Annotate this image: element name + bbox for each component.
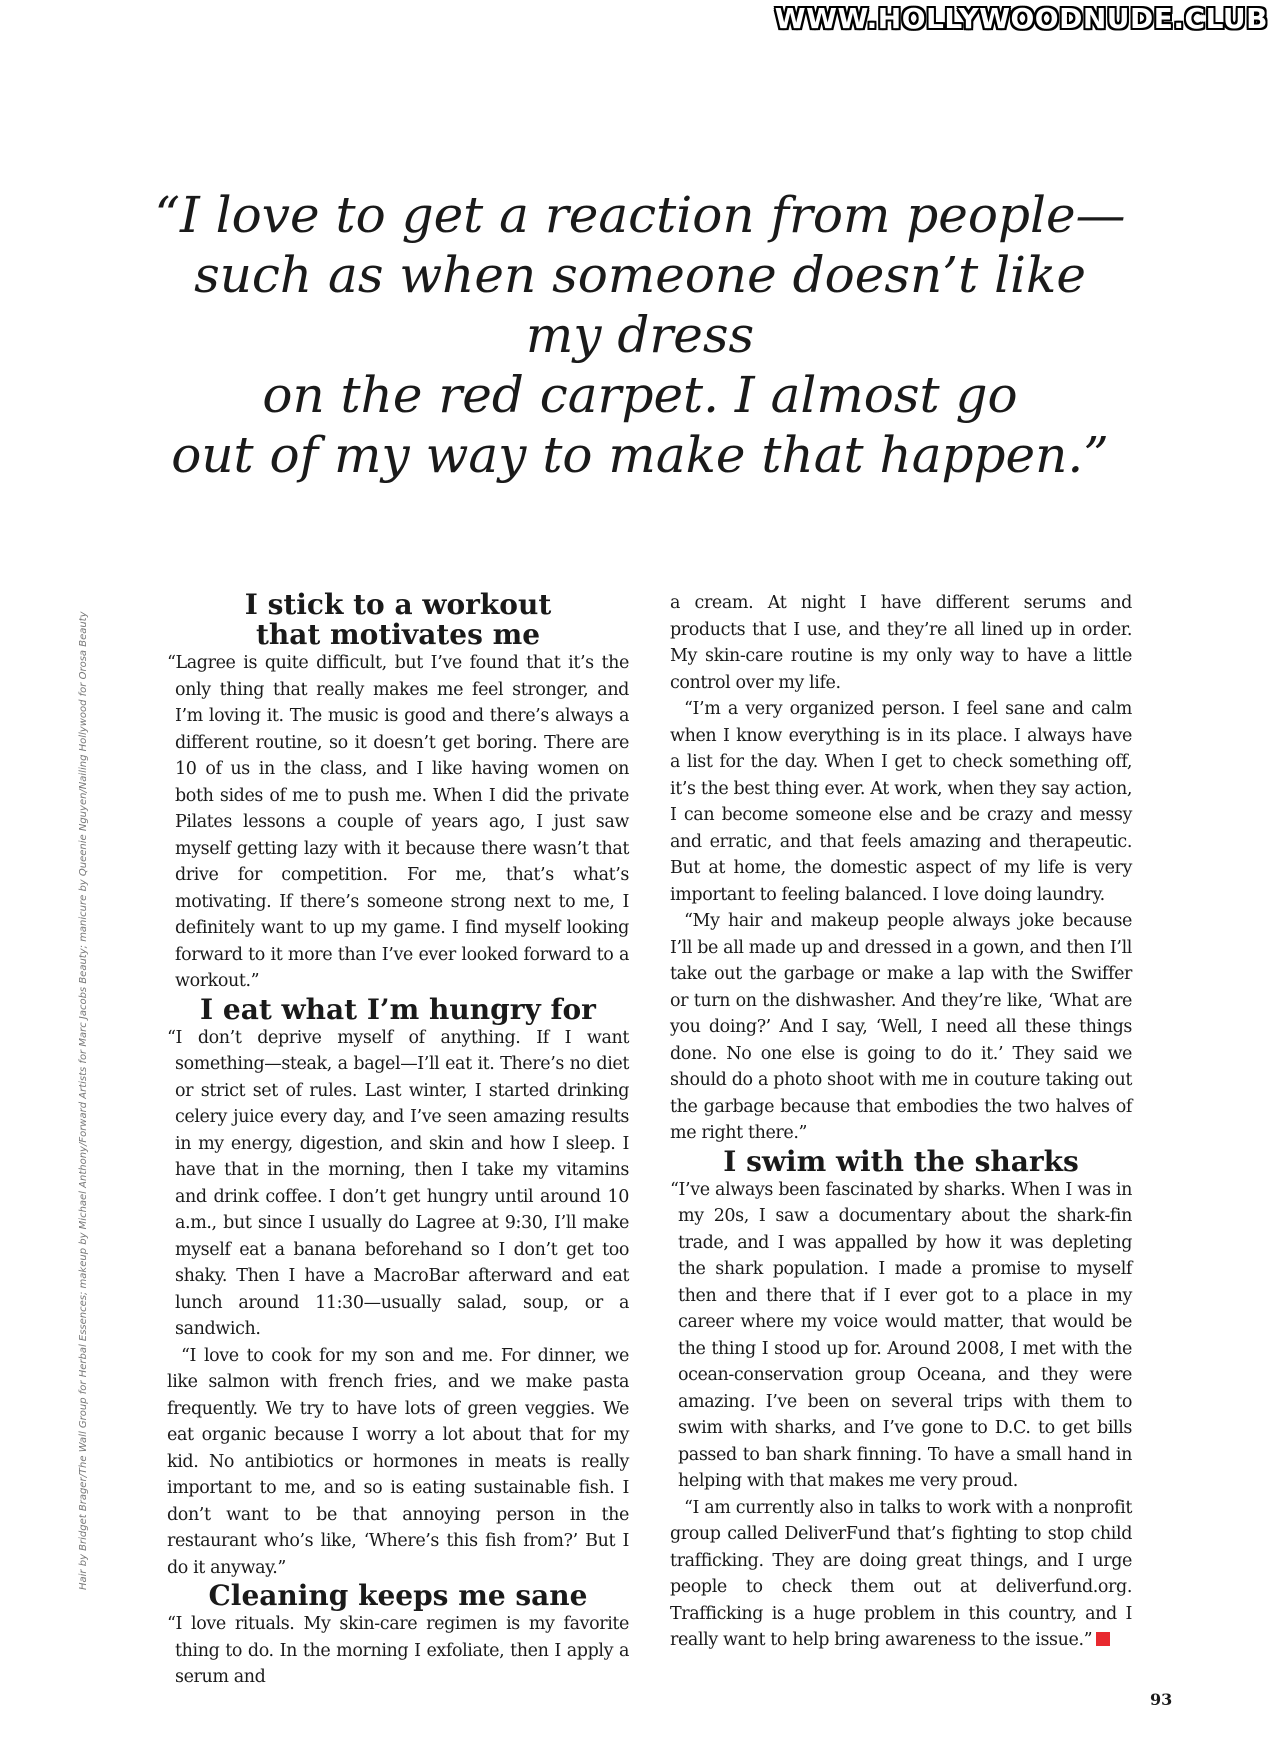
body-paragraph: “Lagree is quite difficult, but I’ve found that it’s the only thing that really makes me feel stronger, and I’m loving it. The music is good and there’s always a different routine, so it doesn’t get boring. There are 10 of us in the class, and I like having women on both sides of me to push me. When I did the private Pilates lessons a couple of years ago, I just saw myself getting lazy with it because there wasn’t that drive for competition. For me, that’s what’s motivating. If there’s someone strong next to me, I definitely want to up my game. I find myself looking forward to it more than I’ve ever looked forward to a workout.” [167, 653, 629, 991]
body-paragraph-continued: a cream. At night I have different serums and products that I use, and they’re all lined up in order. My skin-care routine is my only way to have a little control over my life. [670, 593, 1132, 693]
body-paragraph: “I’ve always been fascinated by sharks. When I was in my 20s, I saw a documentary about the shark-fin trade, and I was appalled by how it was depleting the shark population. I made a promise to myself then and there that if I ever got to a place in my career where my voice would matter, that would be the thing I stood up for. Around 2008, I met with the ocean-conservation group Oceana, and they were amazing. I’ve been on several trips with them to swim with sharks, and I’ve gone to D.C. to get bills passed to ban shark finning. To have a small hand in helping with that makes me very proud. [670, 1179, 1132, 1491]
right-column [670, 590, 1132, 1654]
pull-quote-line: “I love to get a reaction from people— [154, 186, 1126, 244]
section-heading-workout [167, 590, 629, 650]
section-heading-sharks [670, 1144, 1132, 1178]
body-paragraph: “I don’t deprive myself of anything. If I want something—steak, a bagel—I’ll eat it. There’s no diet or strict set of rules. Last winter, I started drinking celery juice every day, and I’ve seen amazing results in my energy, digestion, and skin and how I sleep. I have that in the morning, then I take my vitamins and drink coffee. I don’t get hungry until around 10 a.m., but since I usually do Lagree at 9:30, I’ll make myself eat a banana beforehand so I don’t get too shaky. Then I have a MacroBar afterward and eat lunch around 11:30—usually salad, soup, or a sandwich. [167, 1027, 629, 1339]
heading-line: I stick to a workout [244, 588, 552, 621]
pull-quote [150, 185, 1130, 485]
heading-line: that motivates me [255, 618, 541, 651]
body-paragraph: “I love to cook for my son and me. For dinner, we like salmon with french fries, and we make pasta frequently. We try to have lots of green veggies. We eat organic because I worry a lot about that for my kid. No antibiotics or hormones in meats is really important to me, and so is eating sustainable fish. I don’t want to be that annoying person in the restaurant who’s like, ‘Where’s this fish from?’ But I do it anyway.” [167, 1345, 629, 1578]
final-paragraph-text: “I am currently also in talks to work with a nonprofit group called DeliverFund that’s fighting to stop child trafficking. They are doing great things, and I urge people to check them out at deliverfund.org. Trafficking is a huge problem in this country, and I really want to help bring awareness to the issue.” [670, 1497, 1132, 1650]
body-paragraph: “I’m a very organized person. I feel sane and calm when I know everything is in its place. I always have a list for the day. When I get to check something off, it’s the best thing ever. At work, when they say action, I can become someone else and be crazy and messy and erratic, and that feels amazing and therapeutic. But at home, the domestic aspect of my life is very important to feeling balanced. I love doing laundry. [670, 699, 1132, 905]
left-column [167, 590, 629, 1691]
body-paragraph: “I love rituals. My skin-care regimen is my favorite thing to do. In the morning I exfoliate, then I apply a serum and [167, 1614, 629, 1687]
end-mark-icon [1096, 1632, 1110, 1646]
heading-line: I eat what I’m hungry for [200, 992, 596, 1026]
body-paragraph: “My hair and makeup people always joke because I’ll be all made up and dressed in a gown, and then I’ll take out the garbage or make a lap with the Swiffer or turn on the dishwasher. And they’re like, ‘What are you doing?’ And I say, ‘Well, I need all these things done. No one else is going to do it.’ They said we should do a photo shoot with me in couture taking out the garbage because that embodies the two halves of me right there.” [670, 911, 1132, 1143]
page-number: 93 [1150, 1690, 1173, 1709]
heading-line: Cleaning keeps me sane [208, 1579, 588, 1612]
pull-quote-line: on the red carpet. I almost go [262, 366, 1018, 424]
section-heading-eat [167, 992, 629, 1026]
watermark: WWW.HOLLYWOODNUDE.CLUB [774, 2, 1268, 35]
heading-line: I swim with the sharks [723, 1144, 1079, 1178]
pull-quote-line: out of my way to make that happen.” [171, 426, 1109, 484]
body-paragraph-final [670, 1495, 1132, 1654]
photo-credit: Hair by Bridget Brager/The Wall Group for Herbal Essences; makeup by Michael Anthony/Forward Artists for Marc Jacobs Beauty; manicure by Queenie Nguyen/Nailing Hollywood for Orosa Beauty [78, 611, 89, 1590]
section-heading-cleaning [167, 1581, 629, 1611]
pull-quote-line: such as when someone doesn’t like my dress [194, 246, 1086, 364]
